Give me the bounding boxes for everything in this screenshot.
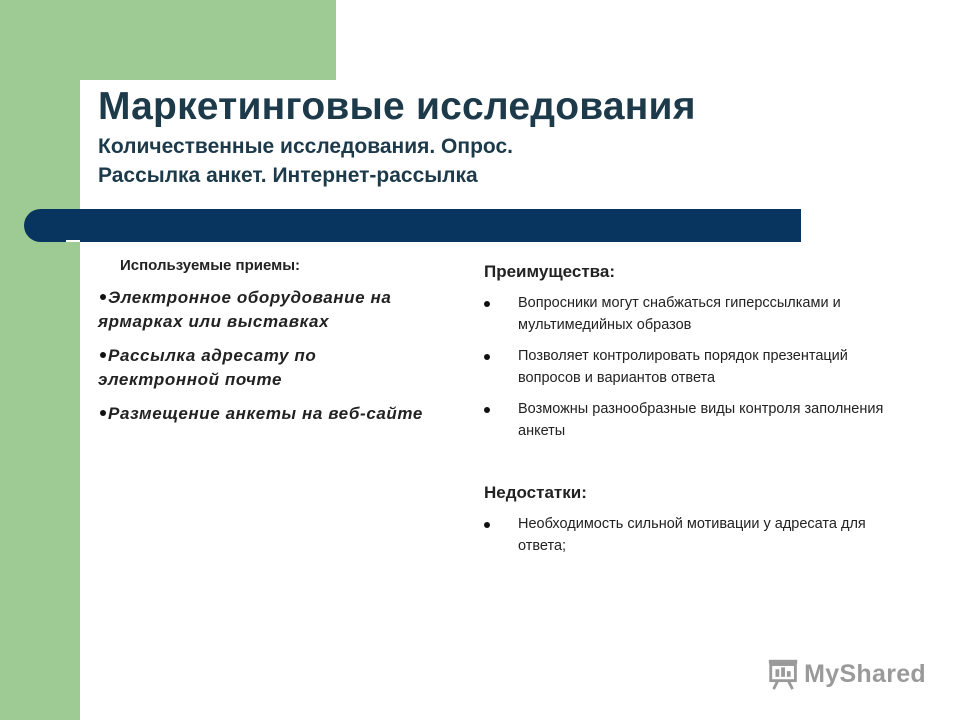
advantage-item: Позволяет контролировать порядок презентаций вопросов и вариантов ответа xyxy=(484,345,904,389)
bullet-icon xyxy=(484,407,490,413)
title-divider-bar xyxy=(24,209,801,242)
advantage-item: Возможны разнообразные виды контроля заполнения анкеты xyxy=(484,398,904,442)
divider-notch xyxy=(66,240,80,242)
watermark-text: MyShared xyxy=(804,659,926,688)
methods-heading: Используемые приемы: xyxy=(120,257,300,274)
presentation-screen-icon xyxy=(766,657,800,691)
method-item: Размещение анкеты на веб-сайте xyxy=(98,402,428,426)
slide-subtitle-line-1: Количественные исследования. Опрос. xyxy=(98,135,513,158)
method-item: Электронное оборудование на ярмарках или выставках xyxy=(98,288,392,331)
methods-column xyxy=(98,256,428,436)
bullet-icon xyxy=(100,294,106,300)
bullet-icon xyxy=(484,354,490,360)
pros-cons-column xyxy=(484,260,904,566)
green-side-band xyxy=(0,0,80,720)
bullet-icon xyxy=(100,410,106,416)
bullet-icon xyxy=(100,352,106,358)
advantage-item: Вопросники могут снабжаться гиперссылками и мультимедийных образов xyxy=(484,292,904,336)
bullet-icon xyxy=(484,301,490,307)
disadvantage-item: Необходимость сильной мотивации у адресата для ответа; xyxy=(484,513,904,557)
advantages-heading: Преимущества: xyxy=(484,262,616,281)
slide-title-block xyxy=(98,84,918,190)
bullet-icon xyxy=(484,522,490,528)
green-top-band xyxy=(0,0,336,80)
disadvantages-heading: Недостатки: xyxy=(484,483,587,502)
slide-subtitle-line-2: Рассылка анкет. Интернет-рассылка xyxy=(98,164,478,187)
myshared-watermark xyxy=(766,656,926,692)
method-item: Рассылка адресату по электронной почте xyxy=(98,346,317,389)
slide-title: Маркетинговые исследования xyxy=(98,85,696,128)
